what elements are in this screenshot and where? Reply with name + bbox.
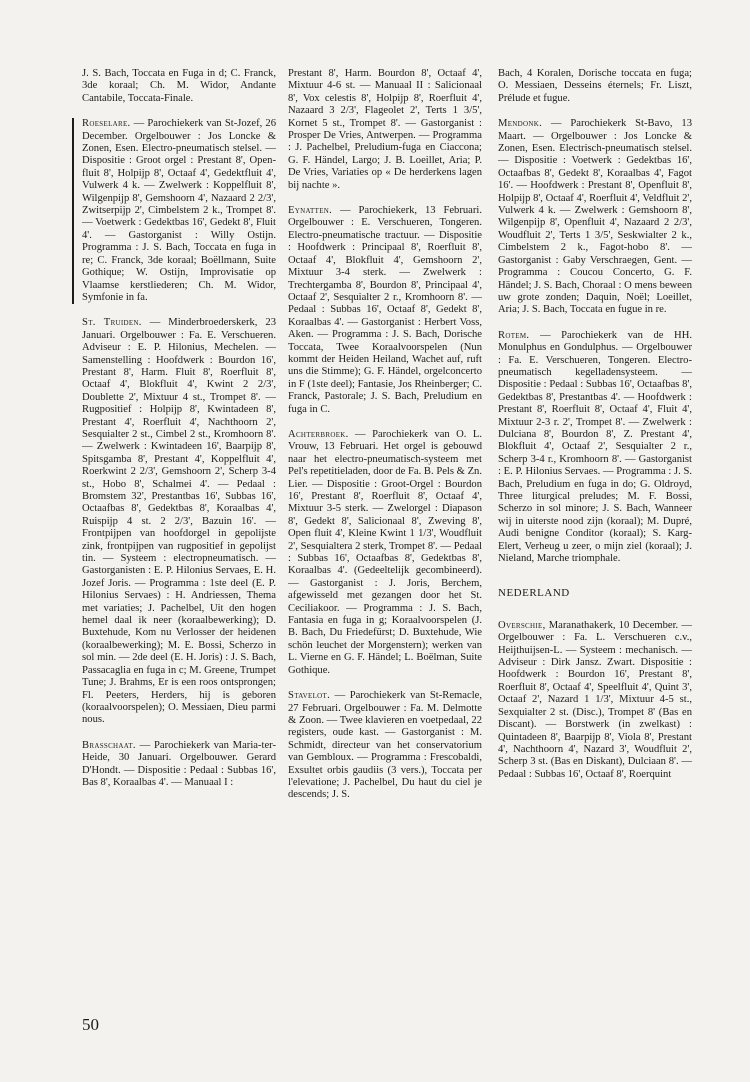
place-name: Roeselare.: [82, 118, 131, 130]
place-name: Rotem.: [498, 329, 530, 341]
entry-continuation: [498, 68, 692, 105]
entry-text: — Parochiekerk van St-Remacle, 27 Februari. Orgelbouwer : Fa. M. Delmotte & Zoon. — Twee klavieren en voetpedaal, 22 registers, oude kast. — Gastorganist : M. Schmidt, directeur van het conservatorium van Gembloux. — Programma : Frescobaldi, Exsultet orbis gaudiis (3 vers.), Toccata per l'elevatione; J. Pachelbel, Du haut du ciel je descends; J. S.: [288, 690, 482, 801]
entry-roeselare: [72, 118, 276, 304]
entry-continuation: [288, 68, 482, 192]
entry-text: Prestant 8', Harm. Bourdon 8', Octaaf 4', Mixtuur 4-6 st. — Manuaal II : Salicionaal 8', Vox celestis 8', Holpijp 8', Roerfluit 4', Nazaard 3 2/3', Flageolet 2', Terts 1 3/5', Kornet 5 st., Trompet 8'. — Gastorganist : Prosper De Vries, Antwerpen. — Programma : J. Pachelbel, Preludium-fuga en Ciaccona; G. F. Händel, Largo; J. B. Loeillet, Aria; P. De Vries, Variaties op « De herderkens lagen bij nachte ».: [288, 68, 482, 191]
place-name: Overschie,: [498, 619, 546, 631]
column-2: [288, 68, 482, 815]
entry-achterbroek: [288, 429, 482, 677]
place-name: Stavelot.: [288, 690, 331, 702]
entry-text: — Parochiekerk van St-Jozef, 26 December. Orgelbouwer : Jos Loncke & Zonen, Esen. Electro-pneumatisch stelsel. — Dispositie : Groot orgel : Prestant 8', Open-fluit 8', Holpijp 8', Octaaf 4', Gedektfluit 4', Vulwerk 4 k. — Zwelwerk : Koppelfluit 8', Wilgenpijp 8', Gemshoorn 4', Nazaard 2 2/3', Zwitserpijp 2', Cimbelstem 2 k., Trompet 8'. — Voetwerk : Gedektbas 16', Gedekt 8', Fluit 4'. — Gastorganist : Willy Ostijn. Programma : J. S. Bach, Toccata en fuga in re; C. Franck, 3de koraal; Boëllmann, Suite Gothique; W. Ostijn, Improvisatie op Vlaamse kerstliederen; Ch. M. Widor, Symfonie in fa.: [82, 118, 276, 303]
entry-st-truiden: [82, 317, 276, 726]
place-name: Brasschaat.: [82, 739, 136, 751]
entry-eynatten: [288, 205, 482, 416]
entry-mendonk: [498, 118, 692, 317]
entry-text: J. S. Bach, Toccata en Fuga in d; C. Franck, 3de koraal; Ch. M. Widor, Andante Cantabile, Toccata-Finale.: [82, 68, 276, 104]
place-name: Eynatten.: [288, 205, 333, 217]
place-name: Mendonk.: [498, 118, 543, 130]
column-3: [498, 68, 692, 794]
place-name: St. Truiden.: [82, 317, 142, 329]
column-1: [82, 68, 276, 802]
entry-text: — Parochiekerk St-Bavo, 13 Maart. — Orgelbouwer : Jos Loncke & Zonen, Esen. Electrisch-pneumatisch stelsel. — Dispositie : Voetwerk : Gedektbas 16', Octaafbas 8', Gedekt 8', Koraalbas 4', Fagot 16'. — Hoofdwerk : Prestant 8', Openfluit 8', Holpijp 8', Octaaf 4', Roerfluit 4', Veldfluit 2', Vulwerk 4 k. — Zwelwerk : Gemshoorn 8', Wilgenpijp 8', Openfluit 4', Nazaard 2 2/3', Woudfluit 2', Terts 1 3/5', Seskwialter 2 k., Cimbelstem 2 k., Fagot-hobo 8'. — Gastorganist : Gaby Verschraegen, Gent. — Programma : Coucou Concerto, G. F. Händel; J. S. Bach, Choraal : O mens beween uw grote zonden; Daquin, Noël; Loeillet, Aria; J. S. Bach, Toccata en fugue in re.: [498, 118, 692, 316]
place-name: Achterbroek.: [288, 428, 349, 440]
section-heading: NEDERLAND: [498, 587, 570, 600]
entry-text: — Minderbroederskerk, 23 Januari. Orgelbouwer : Fa. E. Verschueren. Adviseur : E. P. Hilonius, Mechelen. — Samenstelling : Hoofdwerk : Bourdon 16', Prestant 8', Harm. Fluit 8', Roerfluit 8', Octaaf 4', Blokfluit 4', Kwint 2 2/3', Doublette 2', Mixtuur 4 st., Trompet 8'. — Rugpositief : Holpijp 8', Kwintadeen 8', Prestant 4', Roerfluit 4', Nachthoorn 2', Sesquialter 2 st., Cimbel 2 st., Kromhoorn 8'. — Zwelwerk : Kwintadeen 16', Baarpijp 8', Spitsgamba 8', Prestant 4', Koppelfluit 4', Roerkwint 2 2/3', Gemshoorn 2', Scherp 3-4 st., Hobo 8', Schalmei 4'. — Pedaal : Bromstem 32', Prestantbas 16', Subbas 16', Octaafbas 8', Gedektbas 8', Koraalbas 4', Ruispijp 4 st. 2 2/3', Bazuin 16'. — Frontpijpen van hoofdorgel in gepolijste zink, frontpijpen van rugpositief in gepolijst tin. — Systeem : electropneumatisch. — Gastorganisten : E. P. Hilonius Servaes, E. H. Jozef Joris. — Programma : 1ste deel (E. P. Hilonius Servaes) : H. Andriessen, Thema met variaties; J. Pachelbel, Uit den hogen hemel daal ik neer (koraalbewerking); D. Buxtehude, Kom nu Verlosser der heidenen (koraalbewerking); M. E. Bossi, Scherzo in sol min. — 2de deel (E. H. Joris) : J. S. Bach, Passacaglia en fuga in c; M. Greene, Trumpet Tune; J. Brahms, Er is een roos ontsprongen; Fl. Peeters, Herders, hij is geboren (koraalvoorspelen); O. Messiaen, Dieu parmi nous.: [82, 317, 277, 726]
entry-text: Bach, 4 Koralen, Dorische toccata en fuga; O. Messiaen, Desseins éternels; Fr. Liszt, Prélude et fugue.: [498, 68, 692, 104]
entry-overschie: [498, 620, 692, 781]
entry-text: — Parochiekerk, 13 Februari. Orgelbouwer : E. Verschueren, Tongeren. Electro-pneumatische tractuur. — Dispositie : Hoofdwerk : Principaal 8', Roerfluit 8', Octaaf 4', Blokfluit 4', Gemshoorn 2', Mixtuur 3-4 sterk. — Zwelwerk : Trechtergamba 8', Bourdon 8', Principaal 4', Octaaf 2', Sesquialter 2 r., Kromhoorn 8'. — Pedaal : Subbas 16', Octaaf 8', Gedekt 8', Koraalbas 4'. — Gastorganist : Herbert Voss, Aken. — Programma : J. S. Bach, Dorische Toccata, Twee Koraalvoorspelen (Nun kommt der Heiden Heiland, Wachet auf, ruft uns die Stimme); G. F. Händel, orgelconcerto in F (1ste deel); Fantasie, Jos Rheinberger; C. Franck, Pastorale; J. S. Bach, Preludium en fuga in C.: [288, 205, 482, 415]
entry-text: Maranathakerk, 10 December. — Orgelbouwer : Fa. L. Verschueren c.v., Heijthuijsen-L. — Systeem : mechanisch. — Adviseur : Dirk Jansz. Zwart. Dispositie : Hoofdwerk : Bourdon 16', Prestant 8', Roerfluit 8', Octaaf 4', Speelfluit 4', Quint 3', Octaaf 2', Nazard 1 1/3', Mixtuur 4-5 st., Sexquialter 2 st. (Disc.), Trompet 8' (Bas en Discant). — Borstwerk (in zwelkast) : Quintadeen 8', Baarpijp 8', Viola 8', Prestant 4', Nachthoorn 4', Nazard 3', Woudfluit 2', Scherp 3 st. (Bas en Diskant), Dulciaan 8'. — Pedaal : Subbas 16', Octaaf 8', Roerquint: [498, 619, 692, 780]
entry-rotem: [498, 330, 692, 566]
entry-text: — Parochiekerk van O. L. Vrouw, 13 Februari. Het orgel is gebouwd naar het electro-pneumatisch-systeem met Pel's repetitieladen, door de Fa. B. Pels & Zn. Lier. — Dispositie : Groot-Orgel : Bourdon 16', Prestant 8', Roerfluit 8', Octaaf 4', Mixtuur 3-5 sterk. — Zwelorgel : Diapason 8', Gedekt 8', Salicionaal 8', Zweving 8', Open fluit 4', Kleine Kwint 1 1/3', Woudfluit 2', Sesquialtera 2 sterk, Trompet 8'. — Pedaal : Subbas 16', Octaafbas 8', Gedektbas 8', Koraalbas 4'. (Gedeeltelijk gecombineerd). — Gastorganist : J. Joris, Berchem, afgewisseld met gezangen door het St. Ceciliakoor. — Programma : J. S. Bach, Fantasia en fuga in g; Koraalvoorspelen (J. B. Bach, Du Friedefürst; D. Buxtehude, Wie schön leuchet der Morgenstern); werken van L. Vierne en G. F. Händel; L. Boëlman, Suite Gothique.: [288, 428, 482, 676]
page-number: 50: [82, 1015, 99, 1034]
entry-text: — Parochiekerk van Maria-ter-Heide, 30 Januari. Orgelbouwer. Gerard D'Hondt. — Dispositie : Pedaal : Subbas 16', Bas 8', Koraalbas 4'. — Manuaal I :: [82, 739, 276, 788]
entry-text: — Parochiekerk van de HH. Monulphus en Gondulphus. — Orgelbouwer : Fa. E. Verschueren, Tongeren. Electro-pneumatisch kegelladensysteem. — Dispositie : Pedaal : Subbas 16', Octaafbas 8', Gedektbas 8', Prestantbas 4'. — Hoofdwerk : Prestant 8', Roerfluit 8', Octaaf 4', Fluit 4', Mixtuur 2-3 r. 2', Trompet 8'. — Zwelwerk : Dulciana 8', Bourdon 8', Z. Prestant 4', Blokfluit 4', Octaaf 2', Sesquialter 2 r., Scherp 3-4 r., Kromhoorn 8'. — Gastorganist : E. P. Hilonius Servaes. — Programma : J. S. Bach, Preludium en fuga in do; G. Oldroyd, Three liturgical preludes; M. F. Bossi, Scherzo in sol minore; J. S. Bach, Wanneer wij in uiterste nood zijn (koraal); M. Dupré, Audi benigne Conditor (koraal); S. Karg-Elert, Verheug u zeer, o mijn ziel (koraal); J. Nieland, Marche triomphale.: [498, 329, 692, 565]
entry-brasschaat: [82, 740, 276, 790]
entry-continuation: [82, 68, 276, 105]
entry-stavelot: [288, 690, 482, 802]
